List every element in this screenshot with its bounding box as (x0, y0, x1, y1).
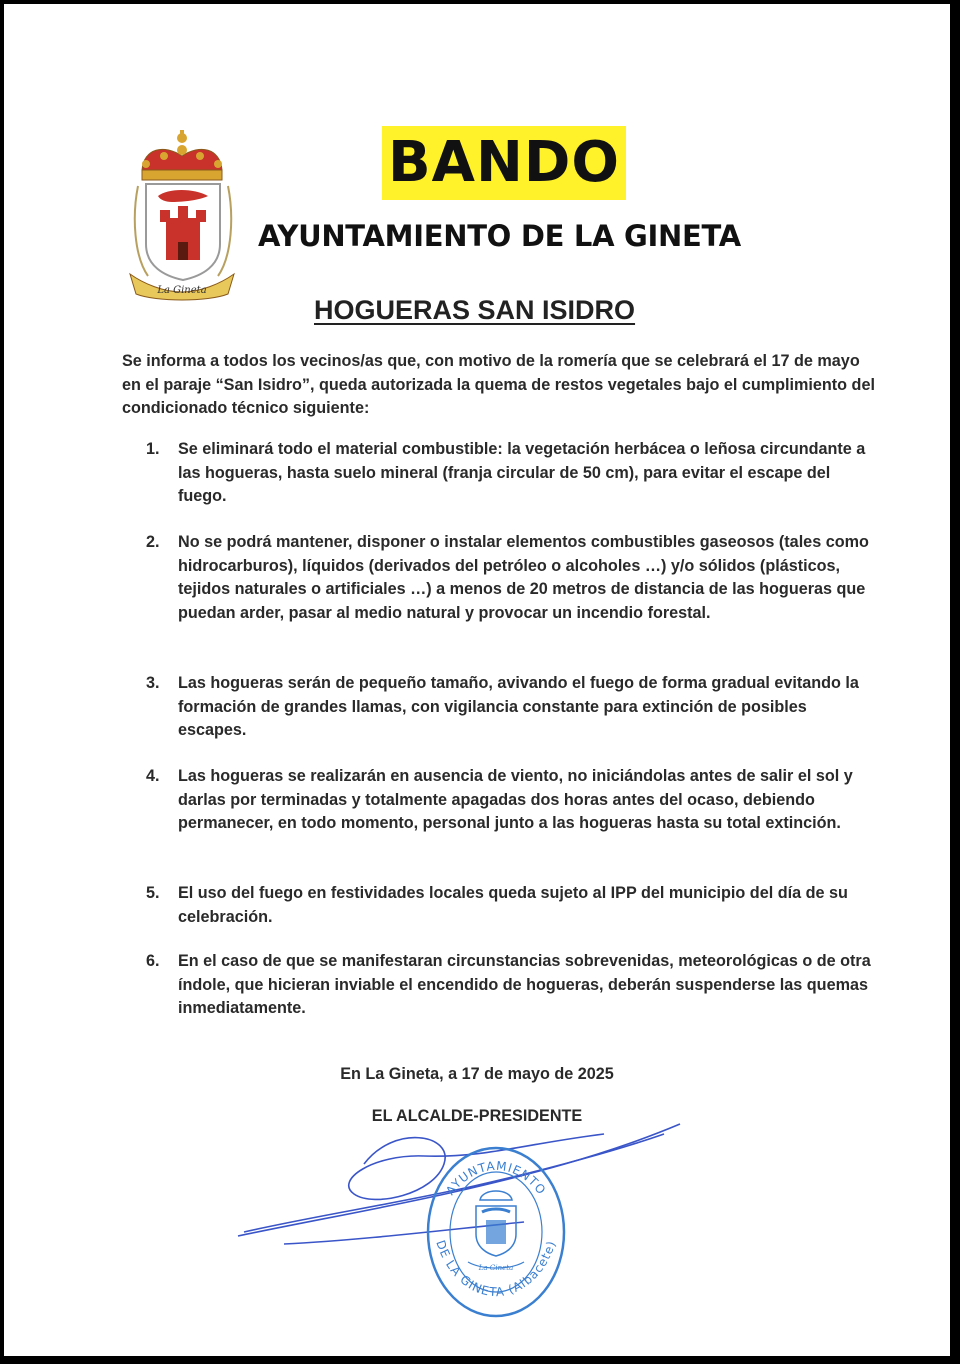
list-item-text: En el caso de que se manifestaran circunstancias sobrevenidas, meteorológicas o de otra índole, que hicieran inviable el encendido de hogueras, deberán suspenderse las quemas inmediatamente. (178, 952, 871, 1017)
list-item-number: 5. (146, 884, 160, 902)
stamp-ribbon-text: La Gineta (478, 1264, 514, 1272)
coat-ribbon-text: La Gineta (157, 285, 207, 296)
list-item (146, 950, 876, 1021)
intro-paragraph: Se informa a todos los vecinos/as que, con motivo de la romería que se celebrará el 17 de mayo en el paraje “San Isidro”, queda autorizada la quema de restos vegetales bajo el cumplimiento del condicionado técnico siguiente: (122, 352, 875, 417)
list-item (146, 882, 876, 929)
list-item (146, 672, 876, 743)
signature-and-stamp (224, 1104, 704, 1344)
list-item (146, 765, 876, 836)
signatory-title: EL ALCALDE-PRESIDENTE (371, 1107, 583, 1125)
list-item-text: Las hogueras serán de pequeño tamaño, avivando el fuego de forma gradual evitando la formación de grandes llamas, con vigilancia constante para extinción de posibles escapes. (178, 674, 859, 739)
list-item-text: No se podrá mantener, disponer o instalar elementos combustibles gaseosos (tales como hidrocarburos), líquidos (derivados del petróleo o alcoholes …) y/o sólidos (plásticos, tejidos naturales o artificiales …) a menos de 20 metros de distancia de las hogueras que puedan arder, pasar al medio natural y provocar un incendio forestal. (178, 533, 869, 622)
crown-icon (142, 130, 222, 180)
stamp-bottom-text: DE LA GINETA (Albacete) (433, 1238, 559, 1300)
ayuntamiento-heading: AYUNTAMIENTO DE LA GINETA (258, 219, 741, 253)
list-item-text: El uso del fuego en festividades locales queda sujeto al IPP del municipio del día de su celebración. (178, 884, 848, 926)
list-item (146, 438, 876, 509)
date-line: En La Gineta, a 17 de mayo de 2025 (340, 1065, 614, 1083)
list-item-number: 1. (146, 440, 160, 458)
bando-title: BANDO (382, 126, 626, 200)
list-item-text: Las hogueras se realizarán en ausencia de viento, no iniciándolas antes de salir el sol y darlas por terminadas y totalmente apagadas dos horas antes del ocaso, debiendo permanecer, en todo momento, personal junto a las hogueras hasta su total extinción. (178, 767, 853, 832)
list-item-number: 2. (146, 533, 160, 551)
document-page (4, 4, 950, 1356)
stamp-top-text: AYUNTAMIENTO (443, 1158, 549, 1198)
list-item-number: 3. (146, 674, 160, 692)
svg-text:AYUNTAMIENTO (443, 1159, 549, 1198)
list-item (146, 531, 876, 625)
official-stamp-icon (428, 1148, 564, 1316)
list-item-text: Se eliminará todo el material combustible: la vegetación herbácea o leñosa circundante a las hogueras, hasta suelo mineral (franja circular de 50 cm), para evitar el escape del fuego. (178, 440, 866, 505)
coat-of-arms-logo (124, 126, 239, 306)
subject-heading: HOGUERAS SAN ISIDRO (314, 295, 636, 325)
list-item-number: 6. (146, 952, 160, 970)
list-item-number: 4. (146, 767, 160, 785)
